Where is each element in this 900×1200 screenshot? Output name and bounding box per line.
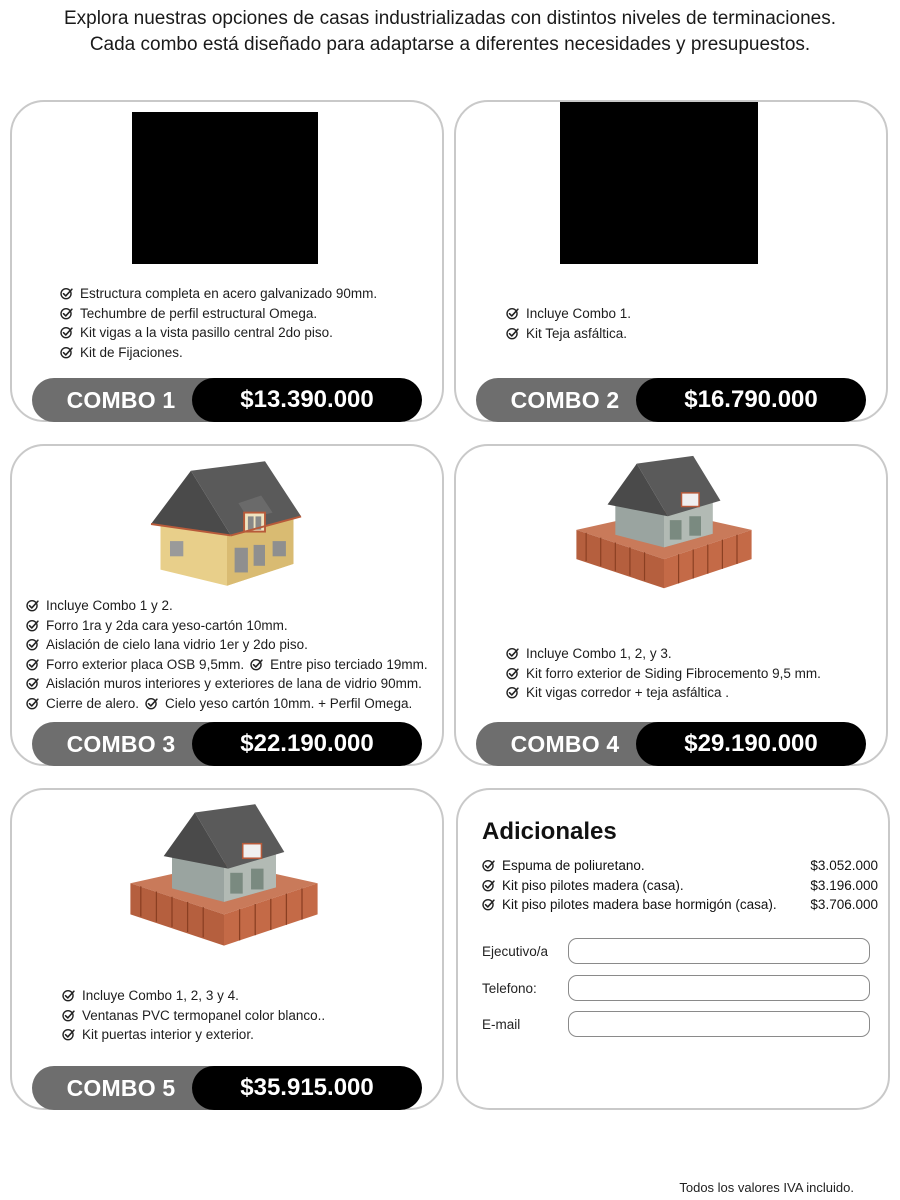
combo-1-features [60, 284, 377, 362]
adicional-price: $3.052.000 [810, 858, 878, 873]
check-circle-icon [26, 658, 39, 671]
list-item [482, 856, 878, 876]
combo-3-features [26, 596, 428, 713]
combo-2-price: $16.790.000 [636, 378, 866, 422]
list-item: Forro 1ra y 2da cara yeso-cartón 10mm. [26, 616, 428, 636]
check-circle-icon [506, 327, 519, 340]
list-item: Estructura completa en acero galvanizado 90mm. [60, 284, 377, 304]
combo-2-label: COMBO 2 [510, 387, 620, 413]
check-circle-icon [506, 686, 519, 699]
adicionales-card [456, 788, 890, 1110]
combo-4-features [506, 644, 821, 703]
list-item: Incluye Combo 1. [506, 304, 631, 324]
check-circle-icon [482, 859, 495, 872]
ejecutivo-row [482, 938, 872, 966]
adicional-price: $3.196.000 [810, 877, 878, 893]
adicional-name: Kit piso pilotes madera (casa). [502, 877, 684, 893]
combo-4-price: $29.190.000 [636, 722, 866, 766]
combo-5-price-bar [32, 1066, 422, 1110]
combo-4-house-image [566, 452, 762, 598]
check-circle-icon [506, 667, 519, 680]
combo-2-image [560, 102, 758, 264]
combo-1-label: COMBO 1 [66, 387, 176, 413]
combo-1-price: $13.390.000 [192, 378, 422, 422]
list-item: Incluye Combo 1, 2, y 3. [506, 644, 821, 664]
combo-4-label: COMBO 4 [510, 731, 620, 757]
check-circle-icon [26, 697, 39, 710]
list-item: Aislación muros interiores y exteriores de lana de vidrio 90mm. [26, 674, 428, 694]
combo-5-house-image [120, 800, 328, 956]
list-item: Cierre de alero. Cielo yeso cartón 10mm. + Perfil Omega. [26, 694, 428, 714]
list-item: Kit de Fijaciones. [60, 343, 377, 363]
adicionales-title: Adicionales [482, 818, 617, 845]
list-item: Kit puertas interior y exterior. [62, 1025, 325, 1045]
check-circle-icon [26, 638, 39, 651]
check-circle-icon [145, 697, 158, 710]
check-circle-icon [482, 898, 495, 911]
combo-1-card [10, 100, 444, 422]
check-circle-icon [506, 647, 519, 660]
list-item: Ventanas PVC termopanel color blanco.. [62, 1006, 325, 1026]
adicional-name: Espuma de poliuretano. [502, 858, 645, 873]
combo-3-card [10, 444, 444, 766]
list-item: Kit forro exterior de Siding Fibrocemento 9,5 mm. [506, 664, 821, 684]
adicionales-list [482, 856, 878, 915]
combo-5-label: COMBO 5 [66, 1075, 176, 1101]
check-circle-icon [60, 346, 73, 359]
footer-note: Todos los valores IVA incluido. [679, 1180, 854, 1195]
combo-4-card [454, 444, 888, 766]
list-item: Incluye Combo 1, 2, 3 y 4. [62, 986, 325, 1006]
email-label: E-mail [482, 1017, 521, 1032]
telefono-row [482, 975, 872, 1003]
check-circle-icon [62, 989, 75, 1002]
list-item: Kit vigas corredor + teja asfáltica . [506, 683, 821, 703]
combo-4-price-bar [476, 722, 866, 766]
check-circle-icon [26, 599, 39, 612]
check-circle-icon [26, 677, 39, 690]
combo-3-price: $22.190.000 [192, 722, 422, 766]
combo-1-price-bar [32, 378, 422, 422]
check-circle-icon [250, 658, 263, 671]
adicional-price: $3.706.000 [810, 897, 878, 912]
check-circle-icon [60, 307, 73, 320]
check-circle-icon [60, 287, 73, 300]
intro-line-1: Explora nuestras opciones de casas industrializadas con distintos niveles de terminaciones. [63, 8, 837, 29]
list-item: Techumbre de perfil estructural Omega. [60, 304, 377, 324]
adicional-name: Kit piso pilotes madera base hormigón (casa). [502, 897, 777, 912]
combo-5-features [62, 986, 325, 1045]
check-circle-icon [26, 619, 39, 632]
combo-5-price: $35.915.000 [192, 1066, 422, 1110]
list-item: Kit vigas a la vista pasillo central 2do piso. [60, 323, 377, 343]
list-item: Incluye Combo 1 y 2. [26, 596, 428, 616]
telefono-field[interactable] [568, 975, 870, 1001]
ejecutivo-field[interactable] [568, 938, 870, 964]
check-circle-icon [60, 326, 73, 339]
check-circle-icon [506, 307, 519, 320]
ejecutivo-label: Ejecutivo/a [482, 944, 549, 959]
combo-2-price-bar [476, 378, 866, 422]
telefono-label: Telefono: [482, 981, 537, 996]
email-field[interactable] [568, 1011, 870, 1037]
check-circle-icon [62, 1009, 75, 1022]
combo-2-features [506, 304, 631, 343]
list-item: Aislación de cielo lana vidrio 1er y 2do piso. [26, 635, 428, 655]
email-row [482, 1011, 872, 1039]
check-circle-icon [482, 879, 495, 892]
combo-2-card [454, 100, 888, 422]
check-circle-icon [62, 1028, 75, 1041]
combo-3-house-image [132, 454, 322, 594]
combo-5-card [10, 788, 444, 1110]
intro-line-2: Cada combo está diseñado para adaptarse a diferentes necesidades y presupuestos. [89, 34, 811, 55]
list-item [482, 876, 878, 896]
combo-1-image [132, 112, 318, 264]
combo-3-price-bar [32, 722, 422, 766]
intro-text [0, 6, 900, 58]
list-item: Forro exterior placa OSB 9,5mm. Entre piso terciado 19mm. [26, 655, 428, 675]
list-item: Kit Teja asfáltica. [506, 324, 631, 344]
list-item [482, 895, 878, 915]
combo-3-label: COMBO 3 [66, 731, 176, 757]
